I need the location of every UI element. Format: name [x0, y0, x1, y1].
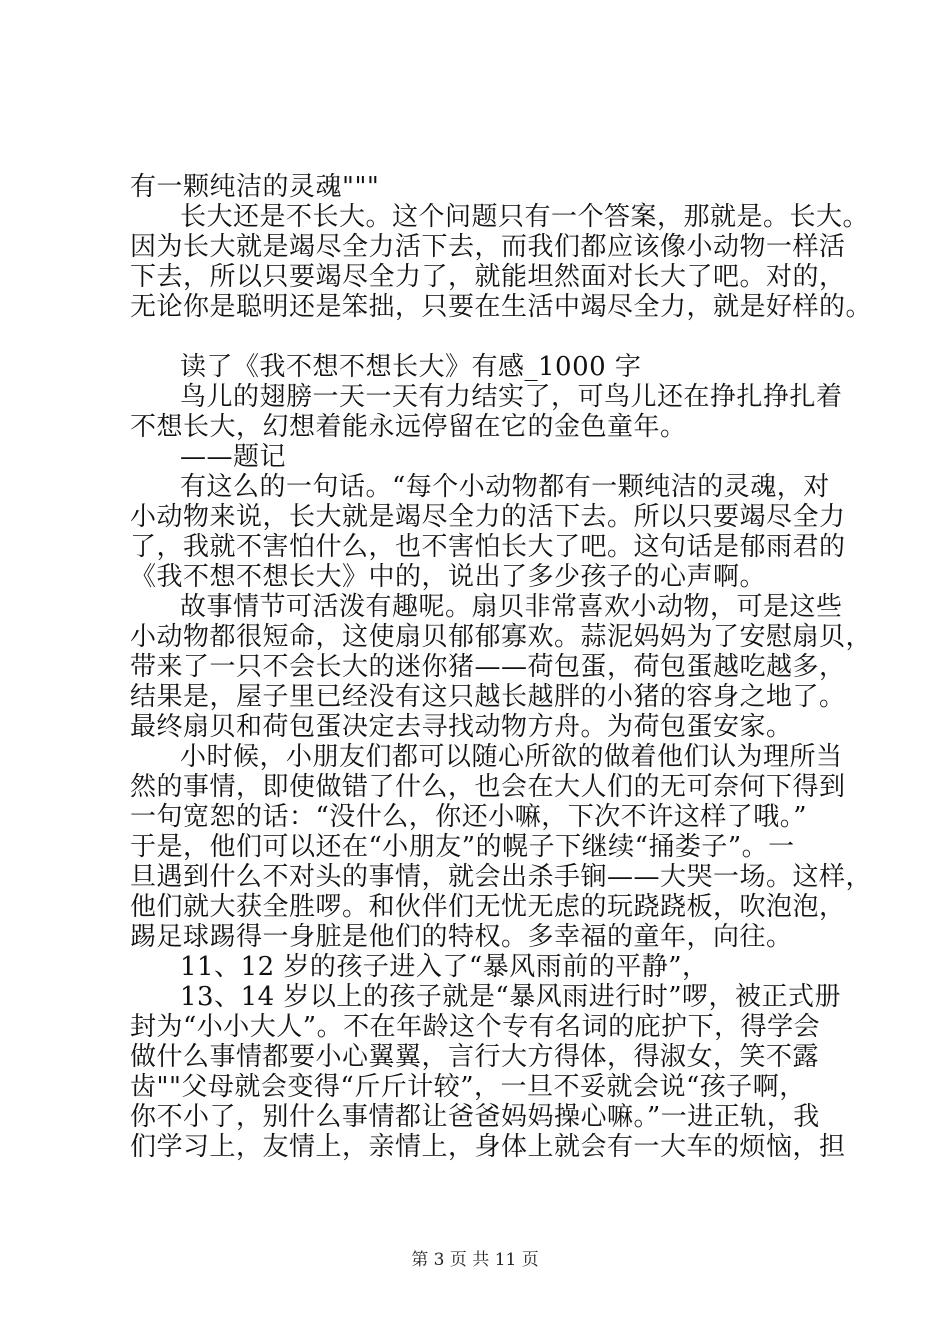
text-line: 然的事情，即使做错了什么，也会在大人们的无可奈何下得到: [130, 772, 846, 802]
blank-line: [130, 322, 830, 352]
text-line: 下去，所以只要竭尽全力了，就能坦然面对长大了吧。对的，: [130, 262, 846, 292]
text-line: 结果是，屋子里已经没有这只越长越胖的小猪的容身之地了。: [130, 682, 846, 712]
text-line: ——题记: [180, 442, 287, 472]
text-line: 《我不想不想长大》中的，说出了多少孩子的心声啊。: [130, 562, 767, 592]
page-footer: 第 3 页 共 11 页: [411, 1250, 539, 1270]
text-line: 不想长大，幻想着能永远停留在它的金色童年。: [130, 412, 687, 442]
text-line: 有一颗纯洁的灵魂""": [130, 172, 380, 202]
text-line: 小时候，小朋友们都可以随心所欲的做着他们认为理所当: [180, 742, 843, 772]
text-line: 小动物都很短命，这使扇贝郁郁寡欢。蒜泥妈妈为了安慰扇贝，: [130, 622, 873, 652]
text-line: 们学习上，友情上，亲情上，身体上就会有一大车的烦恼，担: [130, 1132, 846, 1162]
text-line: 无论你是聪明还是笨拙，只要在生活中竭尽全力，就是好样的。: [130, 292, 873, 322]
text-line: 他们就大获全胜啰。和伙伴们无忧无虑的玩跷跷板，吹泡泡，: [130, 892, 846, 922]
text-line: 鸟儿的翅膀一天一天有力结实了，可鸟儿还在挣扎挣扎着: [180, 382, 843, 412]
text-line: 长大还是不长大。这个问题只有一个答案，那就是。长大。: [180, 202, 870, 232]
text-line: 带来了一只不会长大的迷你猪——荷包蛋，荷包蛋越吃越多，: [130, 652, 846, 682]
text-line: 有这么的一句话。“每个小动物都有一颗纯洁的灵魂，对: [180, 472, 830, 502]
text-line: 小动物来说，长大就是竭尽全力的活下去。所以只要竭尽全力: [130, 502, 846, 532]
text-line: 齿""父母就会变得“斤斤计较”，一旦不妥就会说“孩子啊，: [130, 1072, 806, 1102]
text-line: 封为“小小大人”。不在年龄这个专有名词的庇护下，得学会: [130, 1012, 821, 1042]
text-line: 一句宽恕的话：“没什么，你还小嘛，下次不许这样了哦。”: [130, 802, 808, 832]
text-line: 13、14 岁以上的孩子就是“暴风雨进行时”啰，被正式册: [180, 982, 842, 1012]
text-line: 11、12 岁的孩子进入了“暴风雨前的平静”，: [180, 952, 709, 982]
text-line: 因为长大就是竭尽全力活下去，而我们都应该像小动物一样活: [130, 232, 846, 262]
text-line: 了，我就不害怕什么，也不害怕长大了吧。这句话是郁雨君的: [130, 532, 846, 562]
text-line: 故事情节可活泼有趣呢。扇贝非常喜欢小动物，可是这些: [180, 592, 843, 622]
text-line: 做什么事情都要小心翼翼，言行大方得体，得淑女，笑不露: [130, 1042, 820, 1072]
text-line: 于是，他们可以还在“小朋友”的幌子下继续“捅娄子”。一: [130, 832, 795, 862]
text-line: 读了《我不想不想长大》有感_1000 字: [180, 352, 642, 382]
text-line: 旦遇到什么不对头的事情，就会出杀手锏——大哭一场。这样，: [130, 862, 873, 892]
text-line: 踢足球踢得一身脏是他们的特权。多幸福的童年，向往。: [130, 922, 793, 952]
text-line: 你不小了，别什么事情都让爸爸妈妈操心嘛。”一进正轨，我: [130, 1102, 820, 1132]
document-body: [130, 172, 873, 1162]
text-line: 最终扇贝和荷包蛋决定去寻找动物方舟。为荷包蛋安家。: [130, 712, 793, 742]
